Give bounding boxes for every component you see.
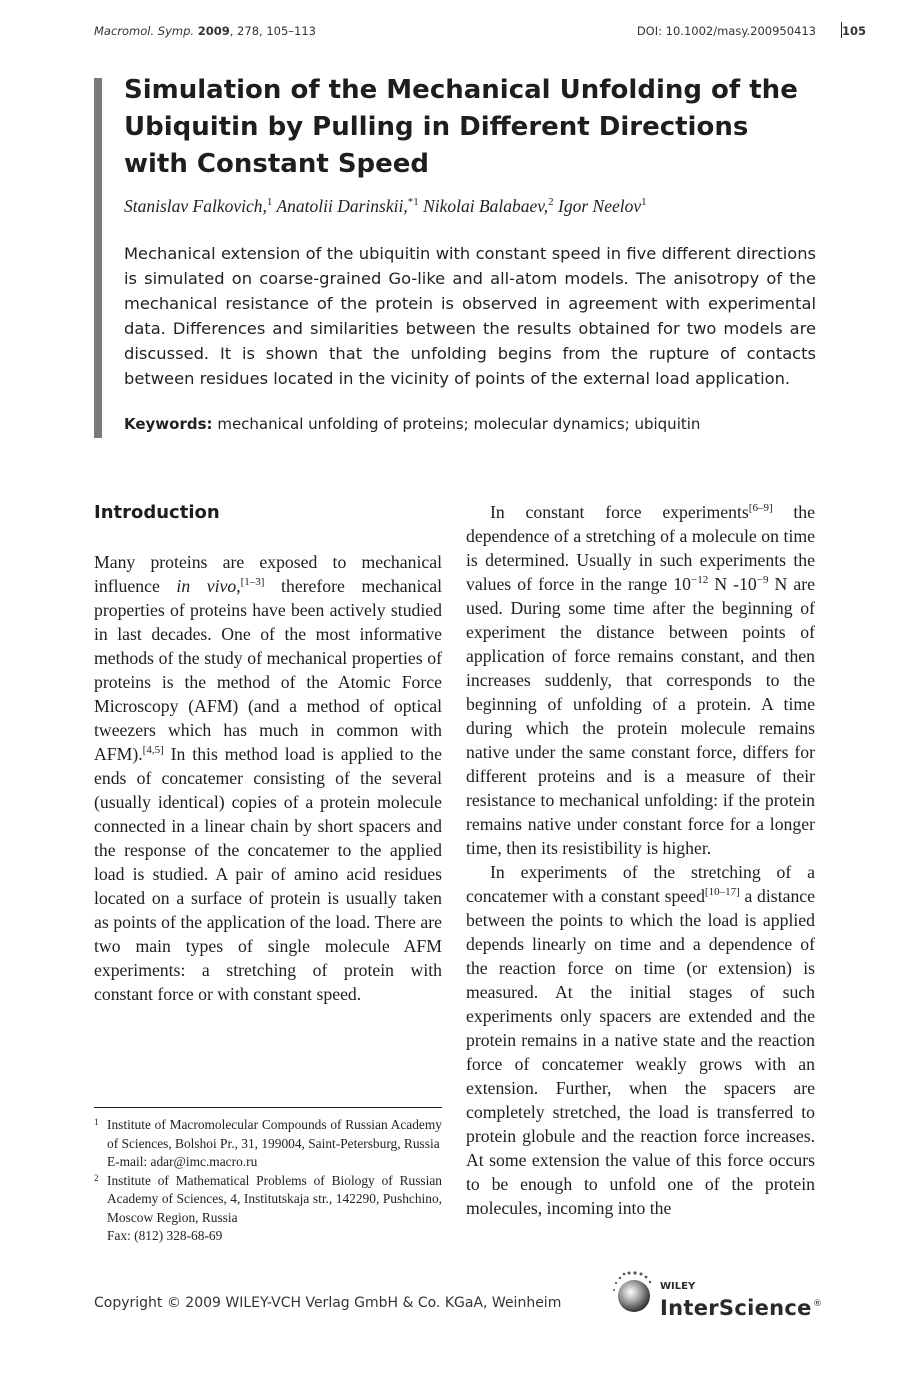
text-run: N -10 (708, 574, 757, 594)
paragraph (466, 500, 815, 860)
author-affiliation: 2 (548, 196, 554, 209)
doi: DOI: 10.1002/masy.200950413 (636, 24, 816, 38)
paragraph (94, 550, 442, 1006)
journal-citation: Macromol. Symp. 2009, 278, 105–113 (94, 24, 316, 38)
text-run: the dependence of a stretching of a molecule on time is determined. Usually in such experiments the values of force in the range 10 (466, 502, 815, 594)
interscience-globe-icon (612, 1270, 658, 1316)
text-run-italic: in vivo (176, 576, 237, 596)
abstract-block (94, 75, 816, 438)
author-list (124, 196, 804, 217)
logo-brand-text: InterScience (660, 1296, 812, 1320)
footnote-email: E-mail: adar@imc.macro.ru (107, 1154, 258, 1169)
paragraph (466, 860, 815, 1220)
footnote (94, 1172, 442, 1246)
logo-wiley-text: WILEY (660, 1281, 696, 1292)
author-affiliation: 1 (266, 196, 273, 209)
text-run: Many proteins are exposed to mechanical influence (94, 552, 442, 596)
keywords (124, 415, 816, 433)
text-run: In this method load is applied to the ends of concatemer consisting of the several (usually identical) copies of a protein molecule connected in a linear chain by short spacers and the response of the concatemer to the applied load is studied. A pair of amino acid residues located on a surface of protein is usually taken as points of the application of the load. There are two main types of single molecule AFM experiments: a stretching of protein with constant force or with constant speed. (94, 744, 442, 1004)
citation-ref: [10–17] (704, 886, 740, 899)
author-name: Igor Neelov (558, 196, 642, 216)
right-column (466, 500, 815, 1220)
author-name: Anatolii Darinskii, (276, 196, 408, 216)
exponent: −9 (756, 574, 769, 587)
footnote-mark: 2 (94, 1172, 99, 1183)
interscience-logo (612, 1270, 824, 1320)
author-affiliation: *1 (407, 196, 419, 209)
text-run: N are used. During some time after the beginning of experiment the distance between points of application of force remains constant, and then increases suddenly, that corresponds to the beginning of unfolding of a protein. A time during which the protein molecule remains native under the same constant force, differs for different proteins and is a measure of their resistance to mechanical unfolding: if the protein remains native under constant force for a longer time, then its resistibility is higher. (466, 574, 815, 858)
keywords-label: Keywords: (124, 415, 213, 433)
section-heading-introduction: Introduction (94, 502, 220, 523)
running-head (94, 24, 866, 44)
text-run: therefore mechanical properties of proteins have been actively studied in last decades. One of the most informative methods of the study of mechanical properties of proteins is the method of the Atomic Force Microscopy (AFM) (and a method of optical tweezers which has much in common with AFM). (94, 576, 442, 764)
footnote-text: Institute of Macromolecular Compounds of Russian Academy of Sciences, Bolshoi Pr., 31, 199004, Saint-Petersburg, Russia (107, 1117, 442, 1151)
author-name: Stanislav Falkovich, (124, 196, 267, 216)
author-affiliation: 1 (641, 196, 647, 209)
text-run: In experiments of the stretching of a concatemer with a constant speed (466, 862, 815, 906)
article-title: Simulation of the Mechanical Unfolding of the Ubiquitin by Pulling in Different Directions with Constant Speed (124, 75, 798, 179)
copyright-notice: Copyright © 2009 WILEY-VCH Verlag GmbH & Co. KGaA, Weinheim (94, 1295, 562, 1311)
footnote-text: Institute of Mathematical Problems of Biology of Russian Academy of Sciences, 4, Institutskaja str., 142290, Pushchino, Moscow Region, Russia (107, 1172, 442, 1225)
text-run: a distance between the points to which the load is applied depends linearly on time and a dependence of the reaction force on time (or extension) is measured. At the initial stages of such experiments only spacers are extended and the protein remains in a native state and the reaction force of concatemer weakly grows with an extension. Further, when the spacers are completely stretched, the load is transferred to protein globule and the reaction force increases. At some extension the value of this force occurs to be enough to unfold one of the protein molecules, incoming into the (466, 886, 815, 1218)
keywords-list: mechanical unfolding of proteins; molecular dynamics; ubiquitin (217, 415, 701, 433)
text-run: In constant force experiments (490, 502, 749, 522)
citation-ref: [6–9] (748, 502, 773, 515)
footnote-rule (94, 1107, 442, 1108)
text-run: , (236, 576, 241, 596)
footnote (94, 1116, 442, 1172)
footnote-fax: Fax: (812) 328-68-69 (107, 1228, 223, 1243)
citation-ref: [4,5] (142, 744, 164, 757)
footnote-mark: 1 (94, 1117, 99, 1127)
left-column (94, 500, 442, 1006)
citation-ref: [1–3] (240, 576, 265, 589)
page-number: 105 (841, 24, 866, 38)
footnotes (94, 1116, 442, 1246)
abstract: Mechanical extension of the ubiquitin with constant speed in five different directions is simulated on coarse-grained Go-like and all-atom models. The anisotropy of the mechanical resistance of the protein is observed in agreement with experimental data. Differences and similarities between the results obtained for two models are discussed. It is shown that the unfolding begins from the rupture of contacts between residues located in the vicinity of points of the external load application. (124, 244, 816, 388)
exponent: −12 (691, 574, 709, 587)
side-bar-decoration (94, 78, 102, 438)
registered-mark: ® (813, 1299, 822, 1309)
author-name: Nikolai Balabaev, (423, 196, 549, 216)
